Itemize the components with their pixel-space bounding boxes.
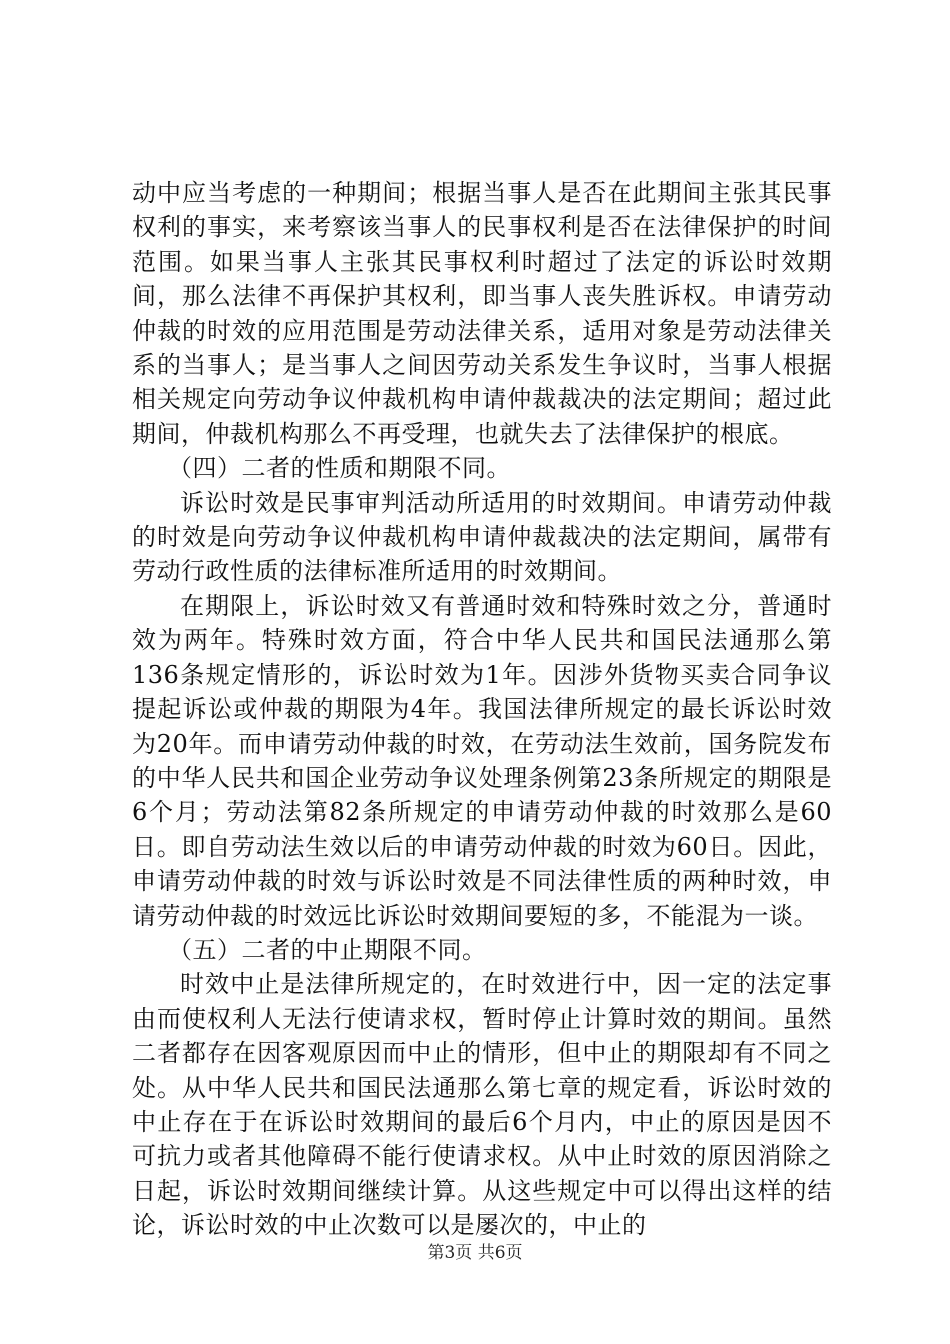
page-number-label: 第3页 共6页 — [427, 1243, 523, 1263]
paragraph-suspension: 时效中止是法律所规定的，在时效进行中，因一定的法定事由而使权利人无法行使请求权，暂时停止计算时效的期间。虽然二者都存在因客观原因而中止的情形，但中止的期限却有不同之处。从中华人民共和国民法通那么第七章的规定看，诉讼时效的中止存在于在诉讼时效期间的最后6个月内，中止的原因是因不可抗力或者其他障碍不能行使请求权。从中止时效的原因消除之日起，诉讼时效期间继续计算。从这些规定中可以得出这样的结论，诉讼时效的中止次数可以是屡次的，中止的 — [132, 970, 832, 1240]
paragraph-duration: 在期限上，诉讼时效又有普通时效和特殊时效之分，普通时效为两年。特殊时效方面，符合中华人民共和国民法通那么第136条规定情形的，诉讼时效为1年。因涉外货物买卖合同争议提起诉讼或仲裁的期限为4年。我国法律所规定的最长诉讼时效为20年。而申请劳动仲裁的时效，在劳动法生效前，国务院发布的中华人民共和国企业劳动争议处理条例第23条所规定的期限是6个月；劳动法第82条所规定的申请劳动仲裁的时效那么是60日。即自劳动法生效以后的申请劳动仲裁的时效为60日。因此，申请劳动仲裁的时效与诉讼时效是不同法律性质的两种时效，申请劳动仲裁的时效远比诉讼时效期间要短的多，不能混为一谈。 — [132, 591, 832, 930]
page-footer — [0, 1238, 950, 1263]
document-body — [132, 176, 832, 1243]
paragraph-nature: 诉讼时效是民事审判活动所适用的时效期间。申请劳动仲裁的时效是向劳动争议仲裁机构申请仲裁裁决的法定期间，属带有劳动行政性质的法律标准所适用的时效期间。 — [132, 488, 832, 586]
section-heading-four: （四）二者的性质和期限不同。 — [168, 454, 511, 483]
paragraph-continuation: 动中应当考虑的一种期间；根据当事人是否在此期间主张其民事权利的事实，来考察该当事人的民事权利是否在法律保护的时间范围。如果当事人主张其民事权利时超过了法定的诉讼时效期间，那么法律不再保护其权利，即当事人丧失胜诉权。申请劳动仲裁的时效的应用范围是劳动法律关系，适用对象是劳动法律关系的当事人；是当事人之间因劳动关系发生争议时，当事人根据相关规定向劳动争议仲裁机构申请仲裁裁决的法定期间；超过此期间，仲裁机构那么不再受理，也就失去了法律保护的根底。 — [132, 179, 832, 448]
section-heading-five: （五）二者的中止期限不同。 — [168, 935, 487, 964]
